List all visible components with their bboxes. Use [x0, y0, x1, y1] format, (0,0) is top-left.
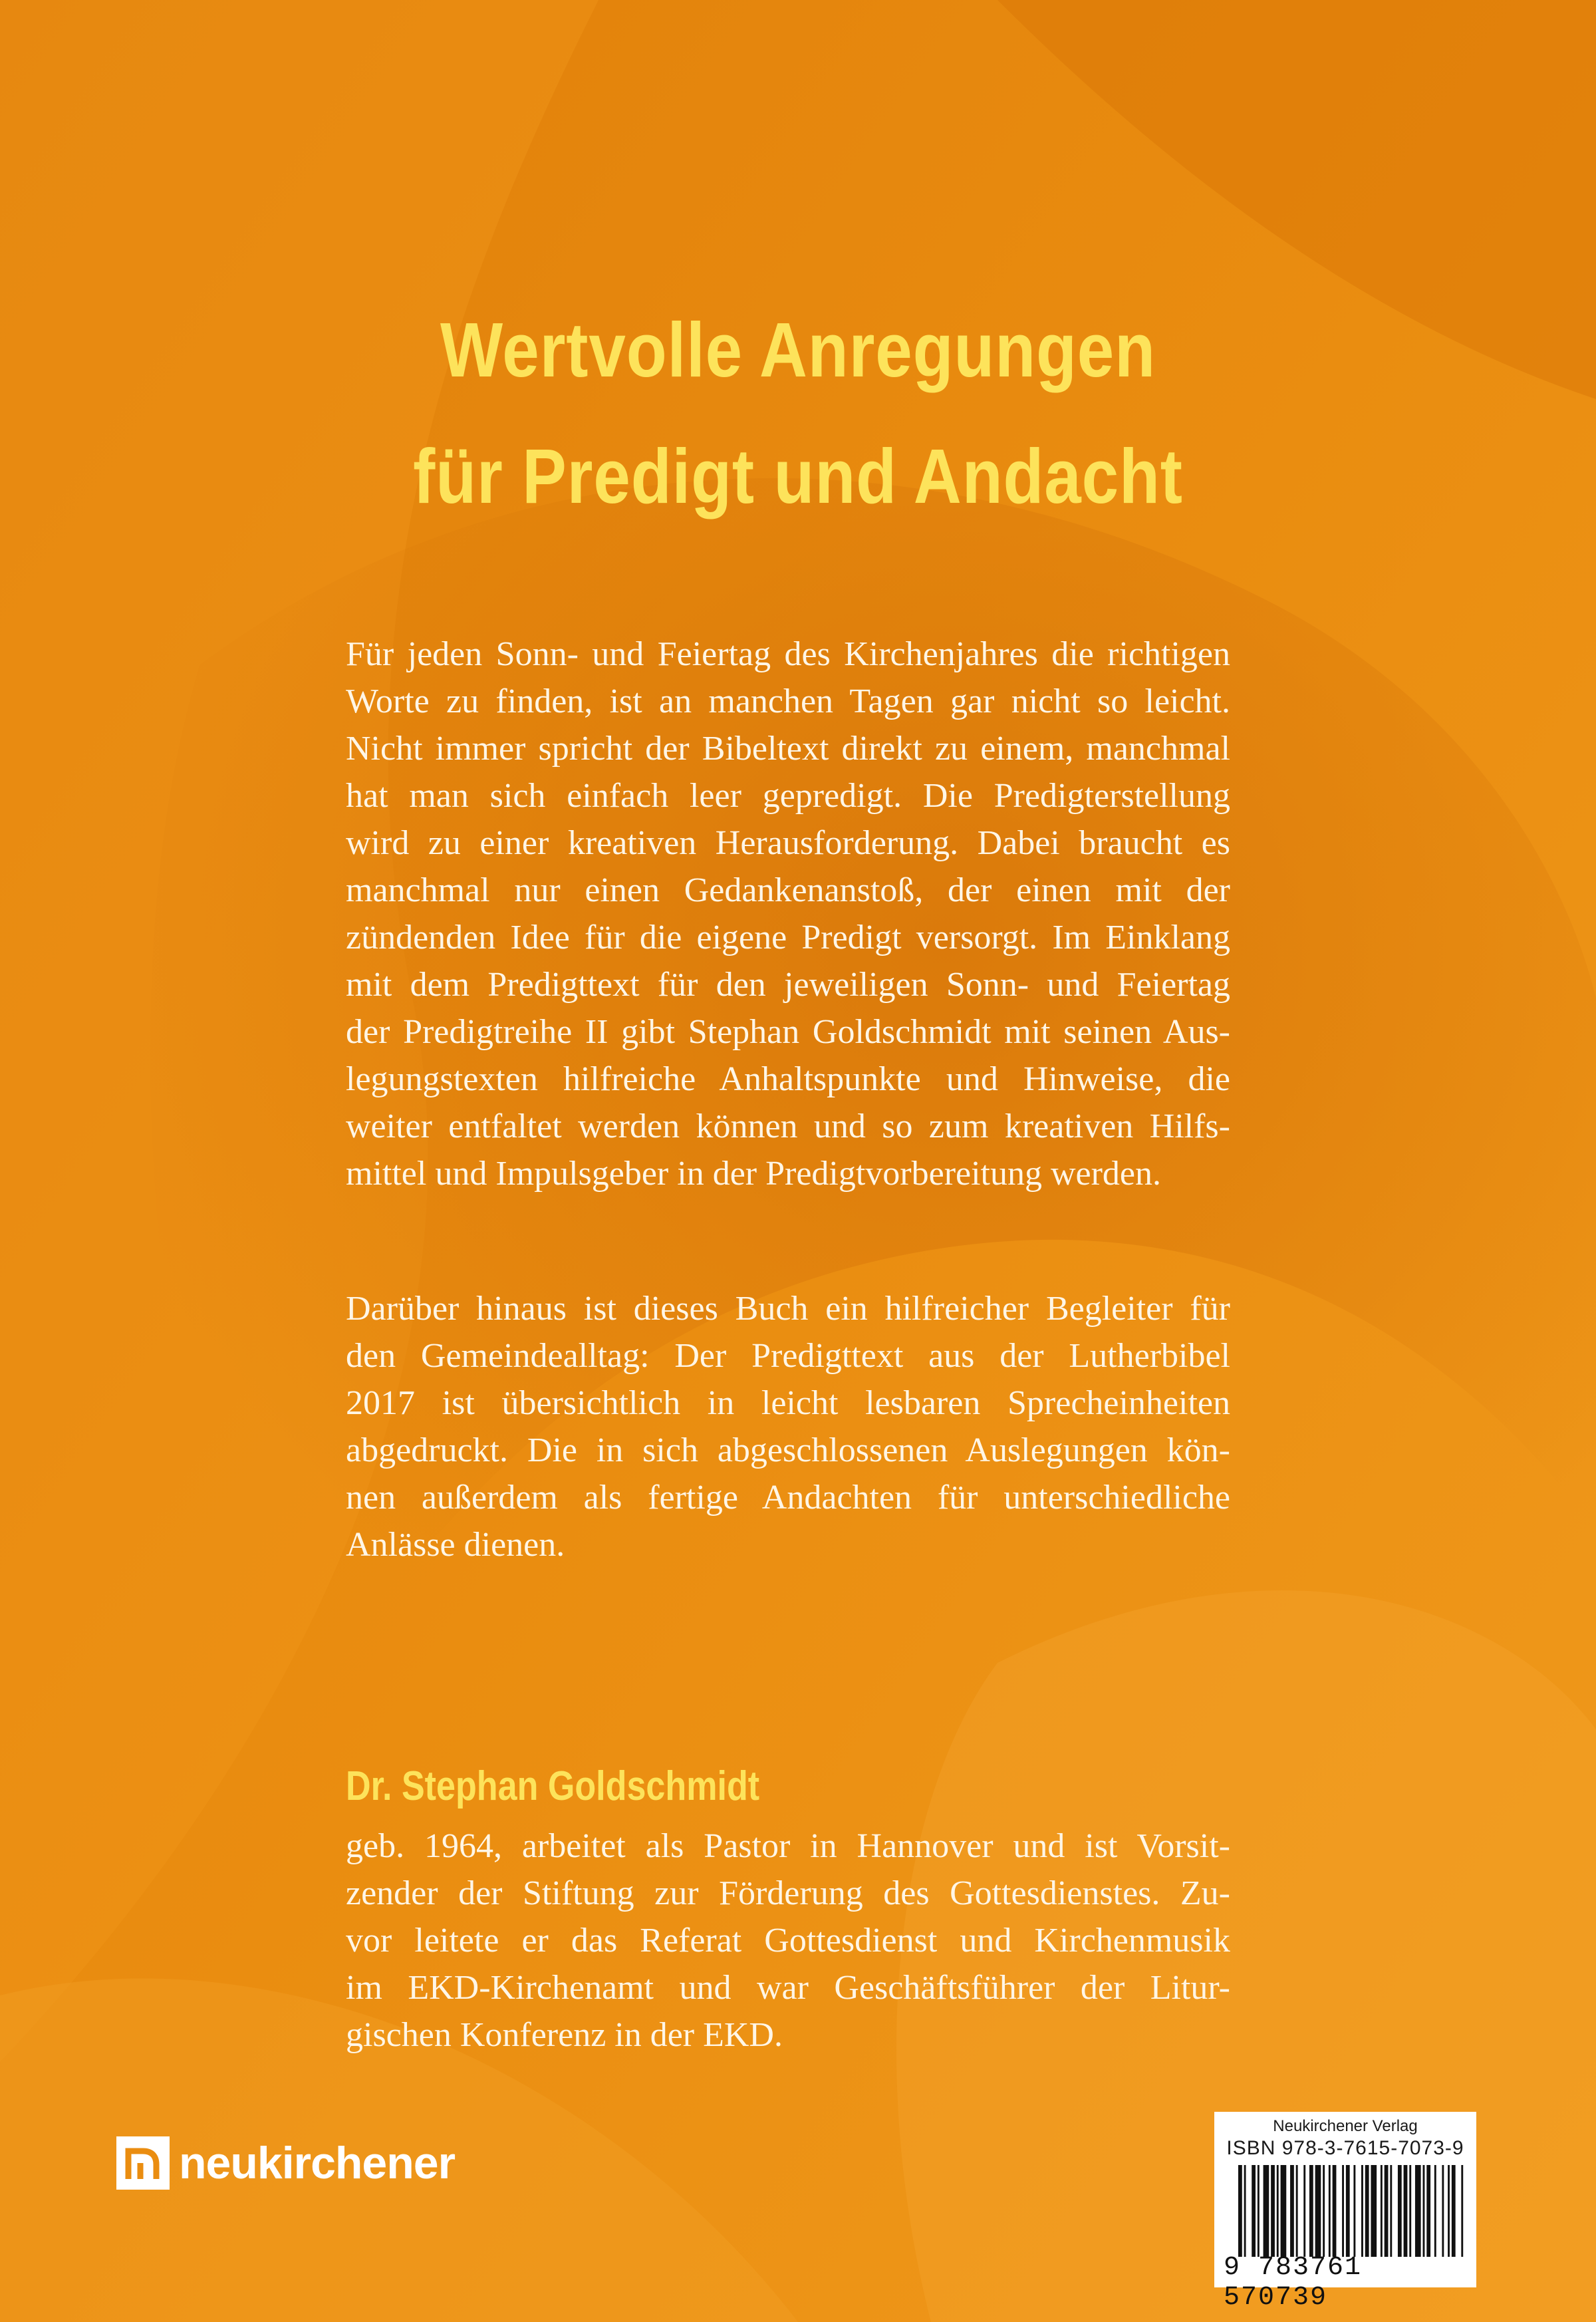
text-line: abgedruckt. Die in sich abgeschlossenen Auslegungen kön- [346, 1431, 1230, 1469]
text-line: manchmal nur einen Gedankenanstoß, der einen mit der [346, 871, 1230, 909]
barcode-bar [1415, 2165, 1421, 2257]
text-line: zender der Stiftung zur Förderung des Gottesdienstes. Zu- [346, 1874, 1230, 1912]
publisher-logo-text: neukirchener [179, 2138, 456, 2188]
barcode-bar [1271, 2165, 1275, 2257]
barcode-bar [1264, 2165, 1269, 2257]
headline-line-1: Wertvolle Anregungen [440, 307, 1156, 393]
text-line: mit dem Predigttext für den jeweiligen Sonn- und Feiertag [346, 966, 1230, 1004]
barcode-bar [1296, 2165, 1298, 2257]
barcode-bar [1461, 2165, 1463, 2257]
barcode-bar [1361, 2165, 1363, 2257]
description-paragraph-2 [346, 1285, 1230, 1568]
barcode-bar [1315, 2165, 1321, 2257]
barcode-bars [1238, 2165, 1467, 2257]
barcode-bar [1434, 2165, 1436, 2257]
barcode-bar [1346, 2165, 1350, 2257]
barcode-bar [1252, 2165, 1256, 2257]
publisher-logo [116, 2136, 455, 2190]
barcode-bar [1448, 2165, 1450, 2257]
text-line: weiter entfaltet werden können und so zum kreativen Hilfs- [346, 1107, 1230, 1145]
barcode-bar [1342, 2165, 1344, 2257]
text-line: Worte zu finden, ist an manchen Tagen gar nicht so leicht. [346, 682, 1230, 720]
text-line: Nicht immer spricht der Bibeltext direkt zu einem, manchmal [346, 730, 1230, 768]
text-line: gischen Konferenz in der EKD. [346, 2016, 783, 2054]
barcode-bar [1426, 2165, 1430, 2257]
barcode-bar [1371, 2165, 1377, 2257]
barcode-bar [1381, 2165, 1383, 2257]
text-line: geb. 1964, arbeitet als Pastor in Hannover und ist Vorsit- [346, 1827, 1230, 1865]
barcode-bar [1303, 2165, 1305, 2257]
description-paragraph-1 [346, 631, 1230, 1197]
barcode-bar [1281, 2165, 1287, 2257]
text-line: legungstexten hilfreiche Anhaltspunkte und Hinweise, die [346, 1060, 1230, 1098]
barcode-bar [1365, 2165, 1369, 2257]
text-line: wird zu einer kreativen Herausforderung. Dabei braucht es [346, 824, 1230, 862]
barcode-bar [1277, 2165, 1279, 2257]
text-line: hat man sich einfach leer gepredigt. Die Predigterstellung [346, 777, 1230, 815]
barcode-bar [1442, 2165, 1444, 2257]
text-line: Anlässe dienen. [346, 1526, 565, 1564]
barcode-publisher: Neukirchener Verlag [1273, 2117, 1418, 2135]
barcode-bar [1398, 2165, 1402, 2257]
barcode-bar [1329, 2165, 1331, 2257]
barcode-bar [1390, 2165, 1392, 2257]
text-line: nen außerdem als fertige Andachten für unterschiedliche [346, 1479, 1230, 1517]
barcode-bar [1333, 2165, 1337, 2257]
text-line: zündenden Idee für die eigene Predigt versorgt. Im Einklang [346, 919, 1230, 956]
barcode-bar [1452, 2165, 1456, 2257]
author-bio [346, 1822, 1230, 2059]
barcode-bar [1309, 2165, 1313, 2257]
barcode-bar [1238, 2165, 1242, 2257]
isbn-barcode [1214, 2112, 1476, 2313]
text-line: Darüber hinaus ist dieses Buch ein hilfreicher Begleiter für [346, 1290, 1230, 1328]
barcode-bar [1290, 2165, 1294, 2257]
barcode-bar [1258, 2165, 1260, 2257]
barcode-bar [1385, 2165, 1389, 2257]
barcode-bar [1353, 2165, 1355, 2257]
author-name: Dr. Stephan Goldschmidt [346, 1763, 760, 1809]
text-line: Für jeden Sonn- und Feiertag des Kirchenjahres die richtigen [346, 635, 1230, 673]
barcode-bar [1244, 2165, 1246, 2257]
barcode-bar [1323, 2165, 1325, 2257]
text-line: mittel und Impulsgeber in der Predigtvorbereitung werden. [346, 1155, 1162, 1193]
text-line: vor leitete er das Referat Gottesdienst und Kirchenmusik [346, 1922, 1230, 1959]
barcode-bar [1409, 2165, 1411, 2257]
barcode-isbn: ISBN 978-3-7615-7073-9 [1226, 2137, 1464, 2159]
barcode-bar [1423, 2165, 1425, 2257]
text-line: 2017 ist übersichtlich in leicht lesbaren Sprecheinheiten [346, 1384, 1230, 1422]
headline-line-2: für Predigt und Andacht [413, 433, 1183, 519]
text-line: im EKD-Kirchenamt und war Geschäftsführer der Litur- [346, 1969, 1230, 2007]
barcode-digits: 9 783761 570739 [1224, 2253, 1363, 2313]
text-line: der Predigtreihe II gibt Stephan Goldschmidt mit seinen Aus- [346, 1013, 1230, 1051]
neukirchener-logo-icon [116, 2136, 170, 2190]
text-line: den Gemeindealltag: Der Predigttext aus der Lutherbibel [346, 1337, 1230, 1375]
barcode-bar [1404, 2165, 1408, 2257]
